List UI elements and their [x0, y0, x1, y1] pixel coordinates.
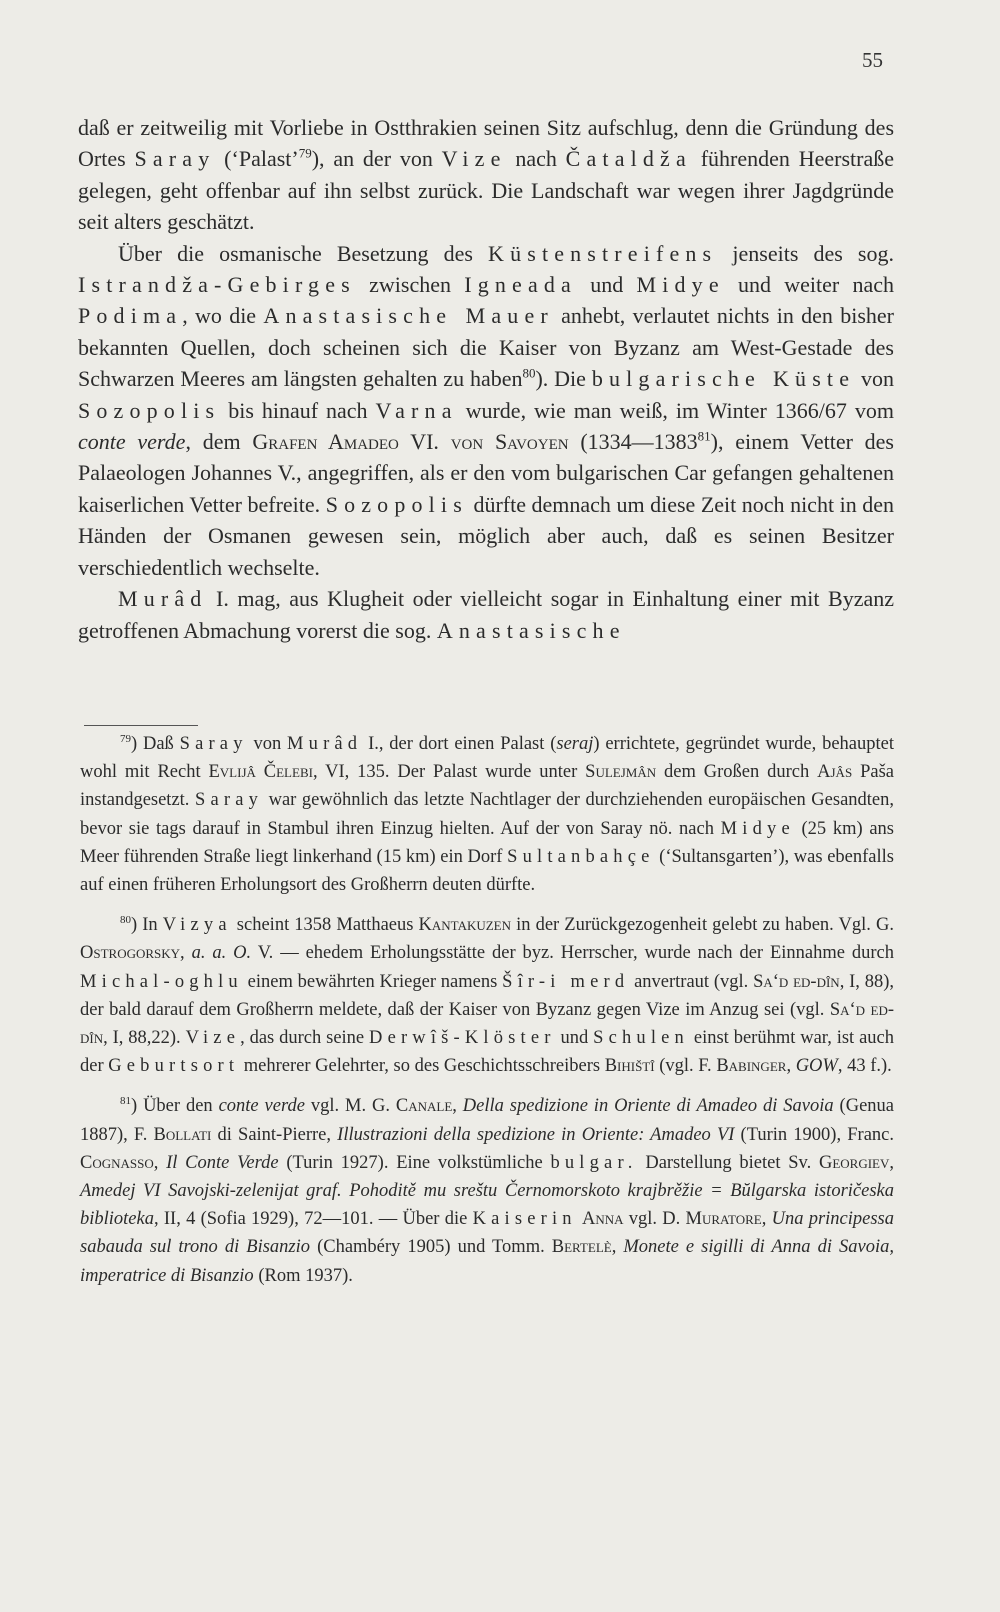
text-run: Podima	[78, 303, 183, 329]
text-run: einem bewährten Krieger namens	[242, 971, 503, 992]
text-run: bulgar.	[550, 1152, 638, 1173]
text-run: zwischen	[355, 272, 465, 298]
text-run: (Turin 1900), Franc.	[734, 1124, 894, 1145]
text-run: (vgl. F.	[654, 1056, 717, 1077]
text-run: nach	[506, 146, 566, 172]
text-run: ,	[889, 1152, 894, 1173]
text-run: einst berühmt war, ist auch der	[80, 1028, 894, 1077]
text-run: (Rom 1937).	[253, 1265, 353, 1286]
text-run: (1334—1383	[568, 429, 698, 455]
text-run: Schulen	[593, 1028, 689, 1049]
text-run: Vizya	[162, 915, 232, 936]
text-run: Murâd	[118, 586, 208, 612]
text-run: Illustrazioni della spedizione in Oriente: Amadeo VI	[337, 1124, 735, 1145]
text-run: Sulejmân	[585, 762, 657, 783]
footnote-81	[80, 1092, 894, 1289]
text-run: (‘Sultansgarten’), was ebenfalls auf einen früheren Erholungsort des Großherrn deuten dürfte.	[80, 846, 894, 896]
text-run: wurde, wie man weiß, im Winter 1366/67 vom	[457, 397, 895, 423]
text-run: Evlijâ Čelebi	[208, 762, 313, 783]
text-run: Istrandža-Gebirges	[78, 272, 356, 298]
footnote-ref: 79	[120, 732, 131, 745]
text-run: I., der dort einen Palast (	[362, 734, 557, 754]
text-run: Šîr-i merd	[502, 971, 630, 992]
text-run: Canale	[395, 1096, 453, 1117]
text-run: Sozopolis	[78, 397, 221, 423]
text-run: Ajâs	[817, 762, 853, 783]
text-run: ), an der von	[311, 146, 442, 172]
text-run: scheint 1358 Matthaeus	[231, 915, 419, 936]
text-run: Michal-oghlu	[80, 971, 243, 992]
text-run: ) In	[131, 915, 163, 936]
text-run: Monete e sigilli di Anna di Savoia, imperatrice di Bisanzio	[80, 1237, 895, 1286]
text-run: ), einem Vetter des Palaeologen Johannes V., angegriffen, als er den vom bulgarischen Car gefangen gehaltenen kaiserlichen Vetter befreite.	[78, 429, 894, 517]
text-run: Bertelè	[551, 1237, 612, 1258]
text-run: und weiter nach	[724, 272, 895, 298]
text-run: Kantakuzen	[418, 915, 512, 936]
text-run: bulgarische Küste	[591, 366, 856, 392]
text-run: , I, 88), der bald darauf dem Großherrn meldete, daß der Kaiser von Byzanz gegen Vize im Anzug sei (vgl.	[80, 971, 894, 1020]
footnote-ref: 80	[522, 365, 536, 381]
text-run: Geburtsort	[108, 1056, 240, 1077]
text-run: und	[576, 272, 637, 298]
text-run: Una principessa sabauda sul trono di Bisanzio	[80, 1209, 895, 1258]
text-run: Sozopolis	[325, 491, 468, 517]
footnote-ref: 81	[120, 1095, 131, 1108]
text-run: in der Zurückgezogenheit gelebt zu haben. Vgl. G.	[511, 915, 894, 936]
text-run: ). Die	[535, 366, 592, 392]
text-run: Bollati	[153, 1124, 212, 1145]
paragraph	[78, 583, 894, 646]
text-run: (Turin 1927). Eine volkstümliche	[278, 1152, 551, 1173]
text-run: dürfte demnach um diese Zeit noch nicht in den Händen der Osmanen gewesen sein, möglich aber auch, daß es seinen Besitzer verschiedentlich wechselte.	[78, 491, 895, 580]
text-run: ,	[786, 1056, 796, 1077]
text-run: anvertraut (vgl.	[629, 971, 754, 992]
text-run: , dem	[185, 429, 253, 455]
footnote-79	[80, 730, 894, 899]
text-run: Küstenstreifens	[488, 240, 718, 266]
text-run: ) errichtete, gegründet wurde, behauptet wohl mit Recht	[80, 734, 894, 783]
text-run: conte verde	[78, 429, 186, 455]
text-run: vgl. D.	[623, 1209, 686, 1230]
text-run: Midye	[636, 272, 725, 298]
text-run: Sultanbahçe	[507, 846, 655, 867]
text-run: Il Conte Verde	[166, 1152, 279, 1173]
text-run: Saray	[134, 146, 216, 172]
footnote-ref: 81	[697, 428, 711, 444]
footnote-ref: 79	[298, 146, 312, 162]
text-run: conte verde	[218, 1096, 305, 1117]
text-run: ,	[611, 1237, 624, 1258]
text-run: Saray	[179, 734, 248, 754]
text-run: jenseits des sog.	[717, 240, 894, 266]
text-run: ) Daß	[131, 734, 180, 754]
text-run: Darstellung bietet Sv.	[637, 1152, 819, 1173]
text-run: Muratore	[685, 1209, 762, 1230]
text-run: war gewöhnlich das letzte Nachtlager der durchziehenden europäischen Gesandten, bevor sie tags darauf in Stambul ihren Einzug hielten. Auf der von Saray nö. nach	[80, 790, 894, 839]
text-run: (Genua 1887), F.	[80, 1096, 894, 1145]
text-run: Kaiserin	[472, 1209, 577, 1230]
text-run: Igneada	[464, 272, 577, 298]
text-run: ,	[153, 1152, 167, 1173]
text-run: Sa‘d ed-dîn	[753, 971, 840, 992]
text-run: (‘Palast’	[215, 146, 299, 172]
text-run: ,	[180, 943, 192, 964]
text-run: Georgiev	[818, 1152, 890, 1173]
page-number: 55	[862, 48, 883, 72]
text-run: Vize	[441, 146, 507, 172]
text-run: Grafen Amadeo VI. von Savoyen	[252, 429, 569, 455]
text-run: Varna	[375, 397, 458, 423]
text-run: ) Über den	[131, 1096, 219, 1117]
text-run: Bihištî	[604, 1056, 655, 1077]
text-run: , wo die	[182, 303, 264, 329]
text-run: anhebt, verlautet nichts in den bisher bekannten Quellen, doch scheinen sich die Kaiser von Byzanz am West-Gestade des Schwarzen Meeres am längsten gehalten zu haben	[78, 303, 895, 392]
text-run: führenden Heerstraße gelegen, geht offenbar auf ihn selbst zurück. Die Landschaft war wegen ihrer Jagdgründe seit alters geschätzt.	[78, 146, 894, 235]
text-run: Vize	[185, 1028, 241, 1049]
footnote-80	[80, 911, 894, 1080]
text-run: Murâd	[287, 734, 363, 754]
text-run: daß er zeitweilig mit Vorliebe in Ostthrakien seinen Sitz aufschlug, denn die Gründung des Ortes	[78, 115, 894, 172]
text-run: Ostrogorsky	[80, 943, 181, 964]
text-run: dem Großen durch	[656, 762, 818, 783]
paragraph	[78, 112, 894, 238]
text-run: von	[855, 366, 895, 392]
text-run: V. — ehedem Erholungsstätte der byz. Herrscher, wurde nach der Einnahme durch	[251, 943, 894, 964]
text-run: ,	[452, 1096, 463, 1117]
text-run: di Saint-Pierre,	[211, 1124, 338, 1145]
text-run: , 43 f.).	[837, 1056, 892, 1077]
text-run: Sa‘d ed-dîn	[80, 999, 894, 1049]
text-run: (Chambéry 1905) und Tomm.	[310, 1237, 552, 1258]
footnote-divider	[84, 725, 198, 726]
text-run: Della spedizione in Oriente di Amadeo di Savoia	[462, 1096, 834, 1117]
text-run: Cognasso	[80, 1152, 154, 1173]
text-run: mehrerer Gelehrter, so des Geschichtsschreibers	[239, 1056, 605, 1077]
text-run: I. mag, aus Klugheit oder vielleicht sogar in Einhaltung einer mit Byzanz getroffenen Abmachung vorerst die sog.	[78, 586, 894, 643]
text-run: a. a. O.	[191, 943, 252, 964]
text-run: ,	[761, 1209, 772, 1230]
text-run: , das durch seine	[240, 1028, 370, 1049]
paragraph	[78, 238, 894, 583]
text-run: Derwîš-Klöster	[369, 1028, 556, 1049]
text-run: Čataldža	[565, 146, 692, 172]
text-run: (25 km) ans Meer führenden Straße liegt linkerhand (15 km) ein Dorf	[80, 818, 895, 867]
main-text	[78, 112, 894, 646]
text-run: , VI, 135. Der Palast wurde unter	[312, 762, 586, 783]
text-run: , II, 4 (Sofia 1929), 72—101. — Über die	[153, 1209, 473, 1230]
text-run: von	[247, 734, 288, 754]
text-run: Anastasische	[436, 617, 626, 643]
text-run: vgl. M. G.	[304, 1096, 396, 1117]
footnote-ref: 80	[120, 914, 131, 927]
text-run: GOW	[795, 1056, 838, 1077]
text-run: Anna	[581, 1209, 624, 1230]
footnotes	[80, 730, 894, 1302]
text-run: Über die osmanische Besetzung des	[118, 240, 489, 266]
text-run: Paša instandgesetzt.	[80, 762, 894, 811]
text-run: Babinger	[716, 1056, 787, 1077]
text-run: Midye	[720, 818, 795, 839]
text-run: Saray	[195, 790, 264, 811]
text-run: , I, 88,22).	[103, 1028, 186, 1049]
text-run: seraj	[556, 734, 594, 754]
text-run: Anastasische Mauer	[263, 303, 554, 329]
text-run: und	[555, 1028, 594, 1049]
text-run: Amedej VI Savojski-zelenijat graf. Pohoditě mu sreštu Černomorskoto krajbrěžie = Bŭlgarska istoričeska biblioteka	[80, 1181, 894, 1230]
text-run: bis hinauf nach	[220, 397, 376, 423]
